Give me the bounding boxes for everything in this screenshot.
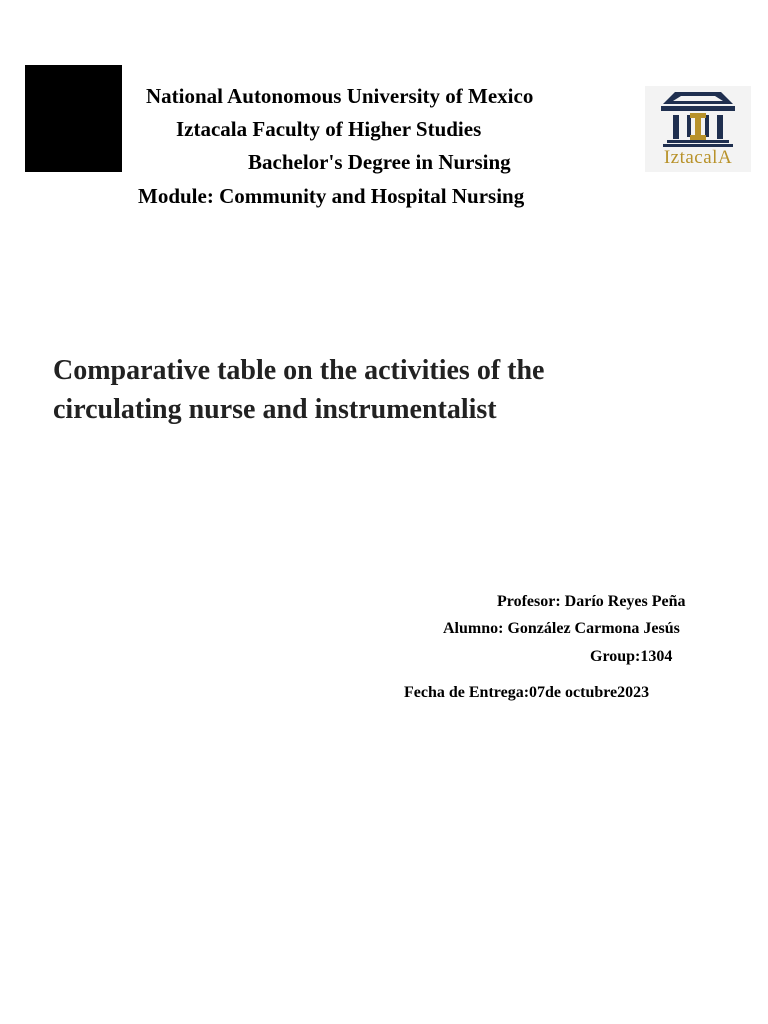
redacted-block <box>25 65 122 172</box>
group-number: Group:1304 <box>590 648 673 665</box>
document-title-line-1: Comparative table on the activities of the <box>53 355 545 386</box>
university-name: National Autonomous University of Mexico <box>146 84 534 108</box>
document-title-line-2: circulating nurse and instrumentalist <box>53 394 497 425</box>
professor-name: Profesor: Darío Reyes Peña <box>497 593 686 610</box>
logo-text: IztacalA <box>663 147 733 168</box>
degree-name: Bachelor's Degree in Nursing <box>248 150 511 174</box>
student-name: Alumno: González Carmona Jesús <box>443 620 680 637</box>
faculty-name: Iztacala Faculty of Higher Studies <box>176 117 482 141</box>
document-title <box>53 351 613 429</box>
delivery-date: Fecha de Entrega:07de octubre2023 <box>404 684 650 701</box>
iztacala-logo <box>645 86 751 172</box>
module-name: Module: Community and Hospital Nursing <box>138 184 525 208</box>
building-icon <box>645 86 751 150</box>
